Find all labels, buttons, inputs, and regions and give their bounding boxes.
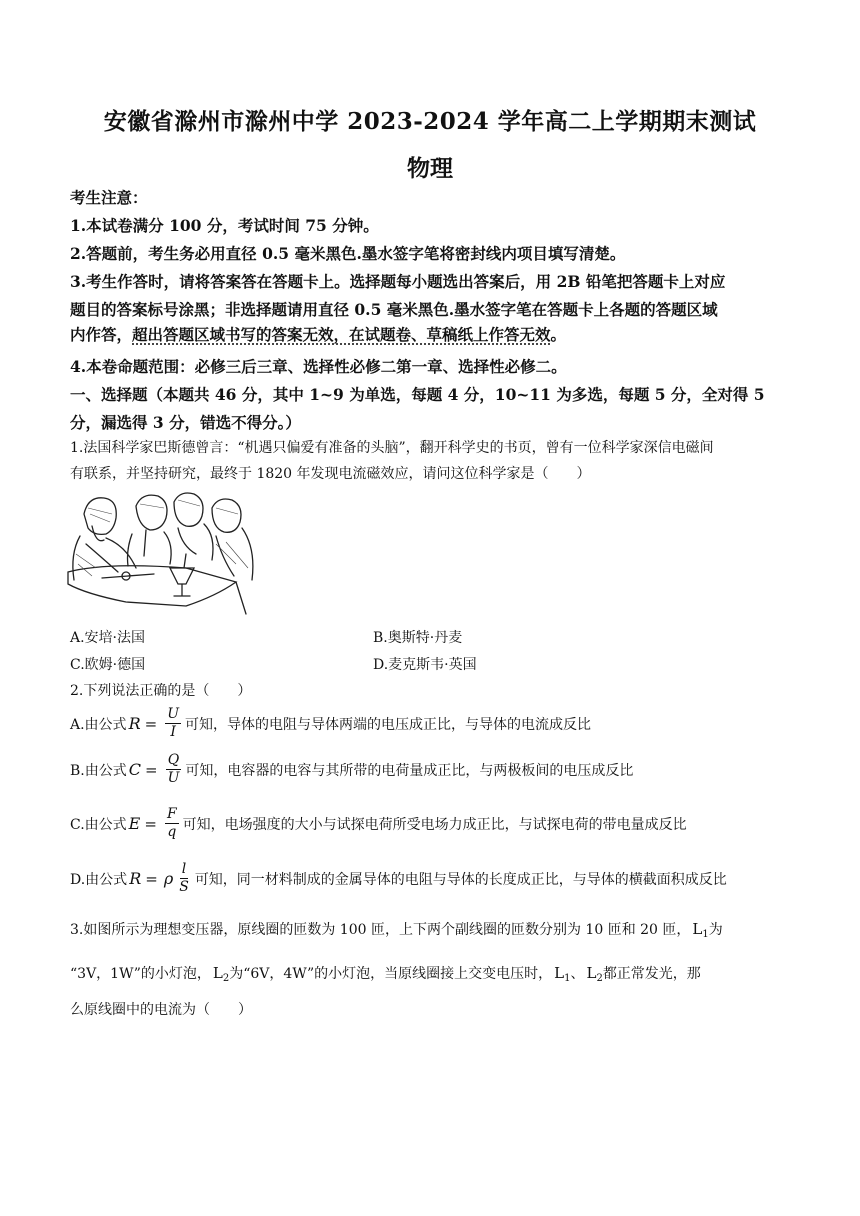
question-1-option-c: C.欧姆·德国	[70, 657, 146, 673]
fraction-denominator: S	[179, 879, 189, 895]
fraction-numerator: Q	[167, 752, 180, 768]
question-3-text: “3V，1W”的小灯泡，	[70, 966, 211, 982]
equals-sign: =	[145, 760, 158, 779]
formula-fraction	[165, 806, 179, 841]
question-3-line-2	[70, 962, 800, 990]
option-text: 可知，同一材料制成的金属导体的电阻与导体的长度成正比，与导体的横截面积成反比	[194, 871, 727, 888]
lamp-subscript: 2	[596, 973, 603, 984]
lamp-l2-symbol	[213, 964, 229, 982]
fraction-denominator: q	[167, 824, 177, 840]
option-text: 可知，电场强度的大小与试探电荷所受电场力成正比，与试探电荷的带电量成反比	[182, 816, 687, 833]
equals-sign: =	[144, 714, 158, 733]
lamp-letter: L	[212, 964, 223, 982]
question-3-text: 3.如图所示为理想变压器，原线圈的匝数为 100 匝，上下两个副线圈的匝数分别为 10 匝和 20 匝，	[70, 922, 691, 938]
question-3-line-3: 么原线圈中的电流为（ ）	[70, 1002, 252, 1018]
lamp-subscript: 2	[222, 973, 230, 984]
formula-fraction	[177, 861, 191, 896]
question-1-option-d: D.麦克斯韦·英国	[373, 657, 477, 673]
lamp-l1-symbol	[554, 964, 570, 982]
formula-lhs: C	[128, 760, 141, 779]
formula-fraction	[165, 706, 181, 741]
question-3-text: 为“6V，4W”的小灯泡，当原线圈接上交变电压时，	[229, 966, 553, 982]
equals-sign: =	[145, 869, 158, 888]
fraction-denominator: U	[167, 770, 180, 786]
lamp-l1-symbol	[692, 920, 708, 938]
notice-item-3-line-3	[70, 321, 800, 349]
lamp-subscript: 1	[564, 973, 571, 984]
formula-fraction	[166, 752, 182, 787]
formula-lhs: R	[129, 869, 142, 888]
option-prefix: B.由公式	[70, 762, 127, 779]
lamp-l2-symbol	[586, 964, 602, 982]
question-1-option-a: A.安培·法国	[70, 630, 146, 646]
lamp-subscript: 1	[702, 929, 709, 940]
question-3-line-1	[70, 918, 800, 946]
formula-lhs: E	[128, 814, 141, 833]
option-text: 可知，导体的电阻与导体两端的电压成正比，与导体的电流成反比	[185, 716, 591, 733]
option-prefix: A.由公式	[70, 716, 127, 733]
question-2-option-a	[70, 706, 591, 741]
question-3-text: 都正常发光，那	[602, 966, 701, 982]
separator: 、	[570, 966, 585, 982]
notice-item-4: 4.本卷命题范围：必修三后三章、选择性必修二第一章、选择性必修二。	[70, 357, 567, 376]
formula-coefficient: ρ	[163, 869, 174, 888]
question-1-line-1: 1.法国科学家巴斯德曾言：“机遇只偏爱有准备的头脑”，翻开科学史的书页，曾有一位科学家深信电磁间	[70, 440, 714, 456]
fraction-numerator: l	[181, 861, 187, 877]
subject-title: 物理	[407, 155, 453, 182]
formula-lhs: R	[128, 714, 141, 733]
fraction-denominator: I	[170, 724, 176, 740]
option-prefix: C.由公式	[70, 816, 127, 833]
notice-item-3-text: 内作答，	[70, 325, 133, 344]
lamp-letter: L	[554, 964, 565, 982]
question-2-option-c	[70, 806, 687, 841]
option-text: 可知，电容器的电容与其所带的电荷量成正比，与两极板间的电压成反比	[185, 762, 634, 779]
section-heading-line-1: 一、选择题（本题共 46 分，其中 1~9 为单选，每题 4 分，10~11 为多选，每题 5 分，全对得 5	[70, 385, 765, 404]
equals-sign: =	[144, 814, 157, 833]
question-3-text: 为	[708, 922, 723, 938]
question-2-stem: 2.下列说法正确的是（ ）	[70, 683, 252, 699]
notice-item-3-line-2: 题目的答案标号涂黑；非选择题请用直径 0.5 毫米黑色.墨水签字笔在答题卡上各题的答题区域	[70, 300, 718, 319]
notice-item-3-line-1: 3.考生作答时，请将答案答在答题卡上。选择题每小题选出答案后，用 2B 铅笔把答题卡上对应	[70, 272, 726, 291]
question-1-line-2: 有联系，并坚持研究，最终于 1820 年发现电流磁效应，请问这位科学家是（ ）	[70, 466, 591, 482]
question-2-option-b	[70, 752, 633, 787]
notice-heading: 考生注意：	[70, 188, 148, 207]
lamp-letter: L	[692, 920, 703, 938]
notice-item-1: 1.本试卷满分 100 分，考试时间 75 分钟。	[70, 216, 379, 235]
scientists-illustration	[66, 484, 260, 618]
question-1-option-b: B.奥斯特·丹麦	[373, 630, 463, 646]
question-2-option-d	[70, 861, 727, 896]
option-prefix: D.由公式	[70, 871, 128, 888]
exam-title: 安徽省滁州市滁州中学 2023-2024 学年高二上学期期末测试	[103, 108, 757, 135]
lamp-letter: L	[586, 964, 597, 982]
section-heading-line-2: 分，漏选得 3 分，错选不得分。）	[70, 413, 301, 432]
fraction-numerator: U	[167, 706, 179, 722]
fraction-numerator: F	[166, 806, 177, 822]
notice-item-3-end: 。	[550, 325, 567, 344]
notice-item-2: 2.答题前，考生务必用直径 0.5 毫米黑色.墨水签字笔将密封线内项目填写清楚。	[70, 244, 626, 263]
emphasized-text: 超出答题区域书写的答案无效，在试题卷、草稿纸上作答无效	[132, 325, 551, 344]
